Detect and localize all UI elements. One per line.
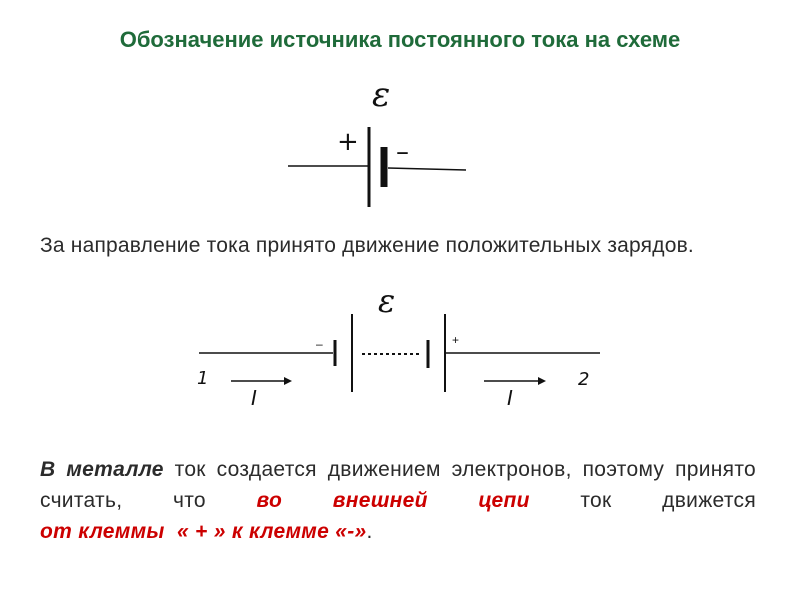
minus-sign-2: –	[316, 337, 323, 351]
red-terminal-direction: от клеммы « + » к клемме «-»	[40, 520, 367, 543]
emf-label-1: ε	[372, 75, 391, 115]
terminal-label-2: 2	[578, 369, 590, 390]
arrowhead-left	[284, 377, 292, 385]
terminal-label-1: 1	[197, 368, 209, 389]
plus-sign-2: +	[452, 333, 460, 347]
arrowhead-right	[538, 377, 546, 385]
paragraph-metal-current	[40, 454, 756, 547]
current-label-left: I	[251, 386, 257, 410]
plus-sign-1: +	[337, 127, 359, 157]
page-title: Обозначение источника постоянного тока на схеме	[119, 27, 681, 52]
paragraph-current-direction: За направление тока принято движение положительных зарядов.	[40, 234, 694, 257]
current-label-right: I	[507, 386, 513, 410]
text-segment-1: ток создается движением электронов, поэтому принято считать, что	[40, 458, 756, 512]
text-segment-2: ток движется	[529, 489, 756, 512]
red-external-circuit: во внешней цепи	[256, 489, 530, 512]
text-period: .	[366, 520, 373, 543]
emf-label-2: ε	[378, 282, 396, 320]
minus-sign-1: –	[396, 137, 409, 167]
bold-metal-phrase: В металле	[40, 458, 164, 481]
